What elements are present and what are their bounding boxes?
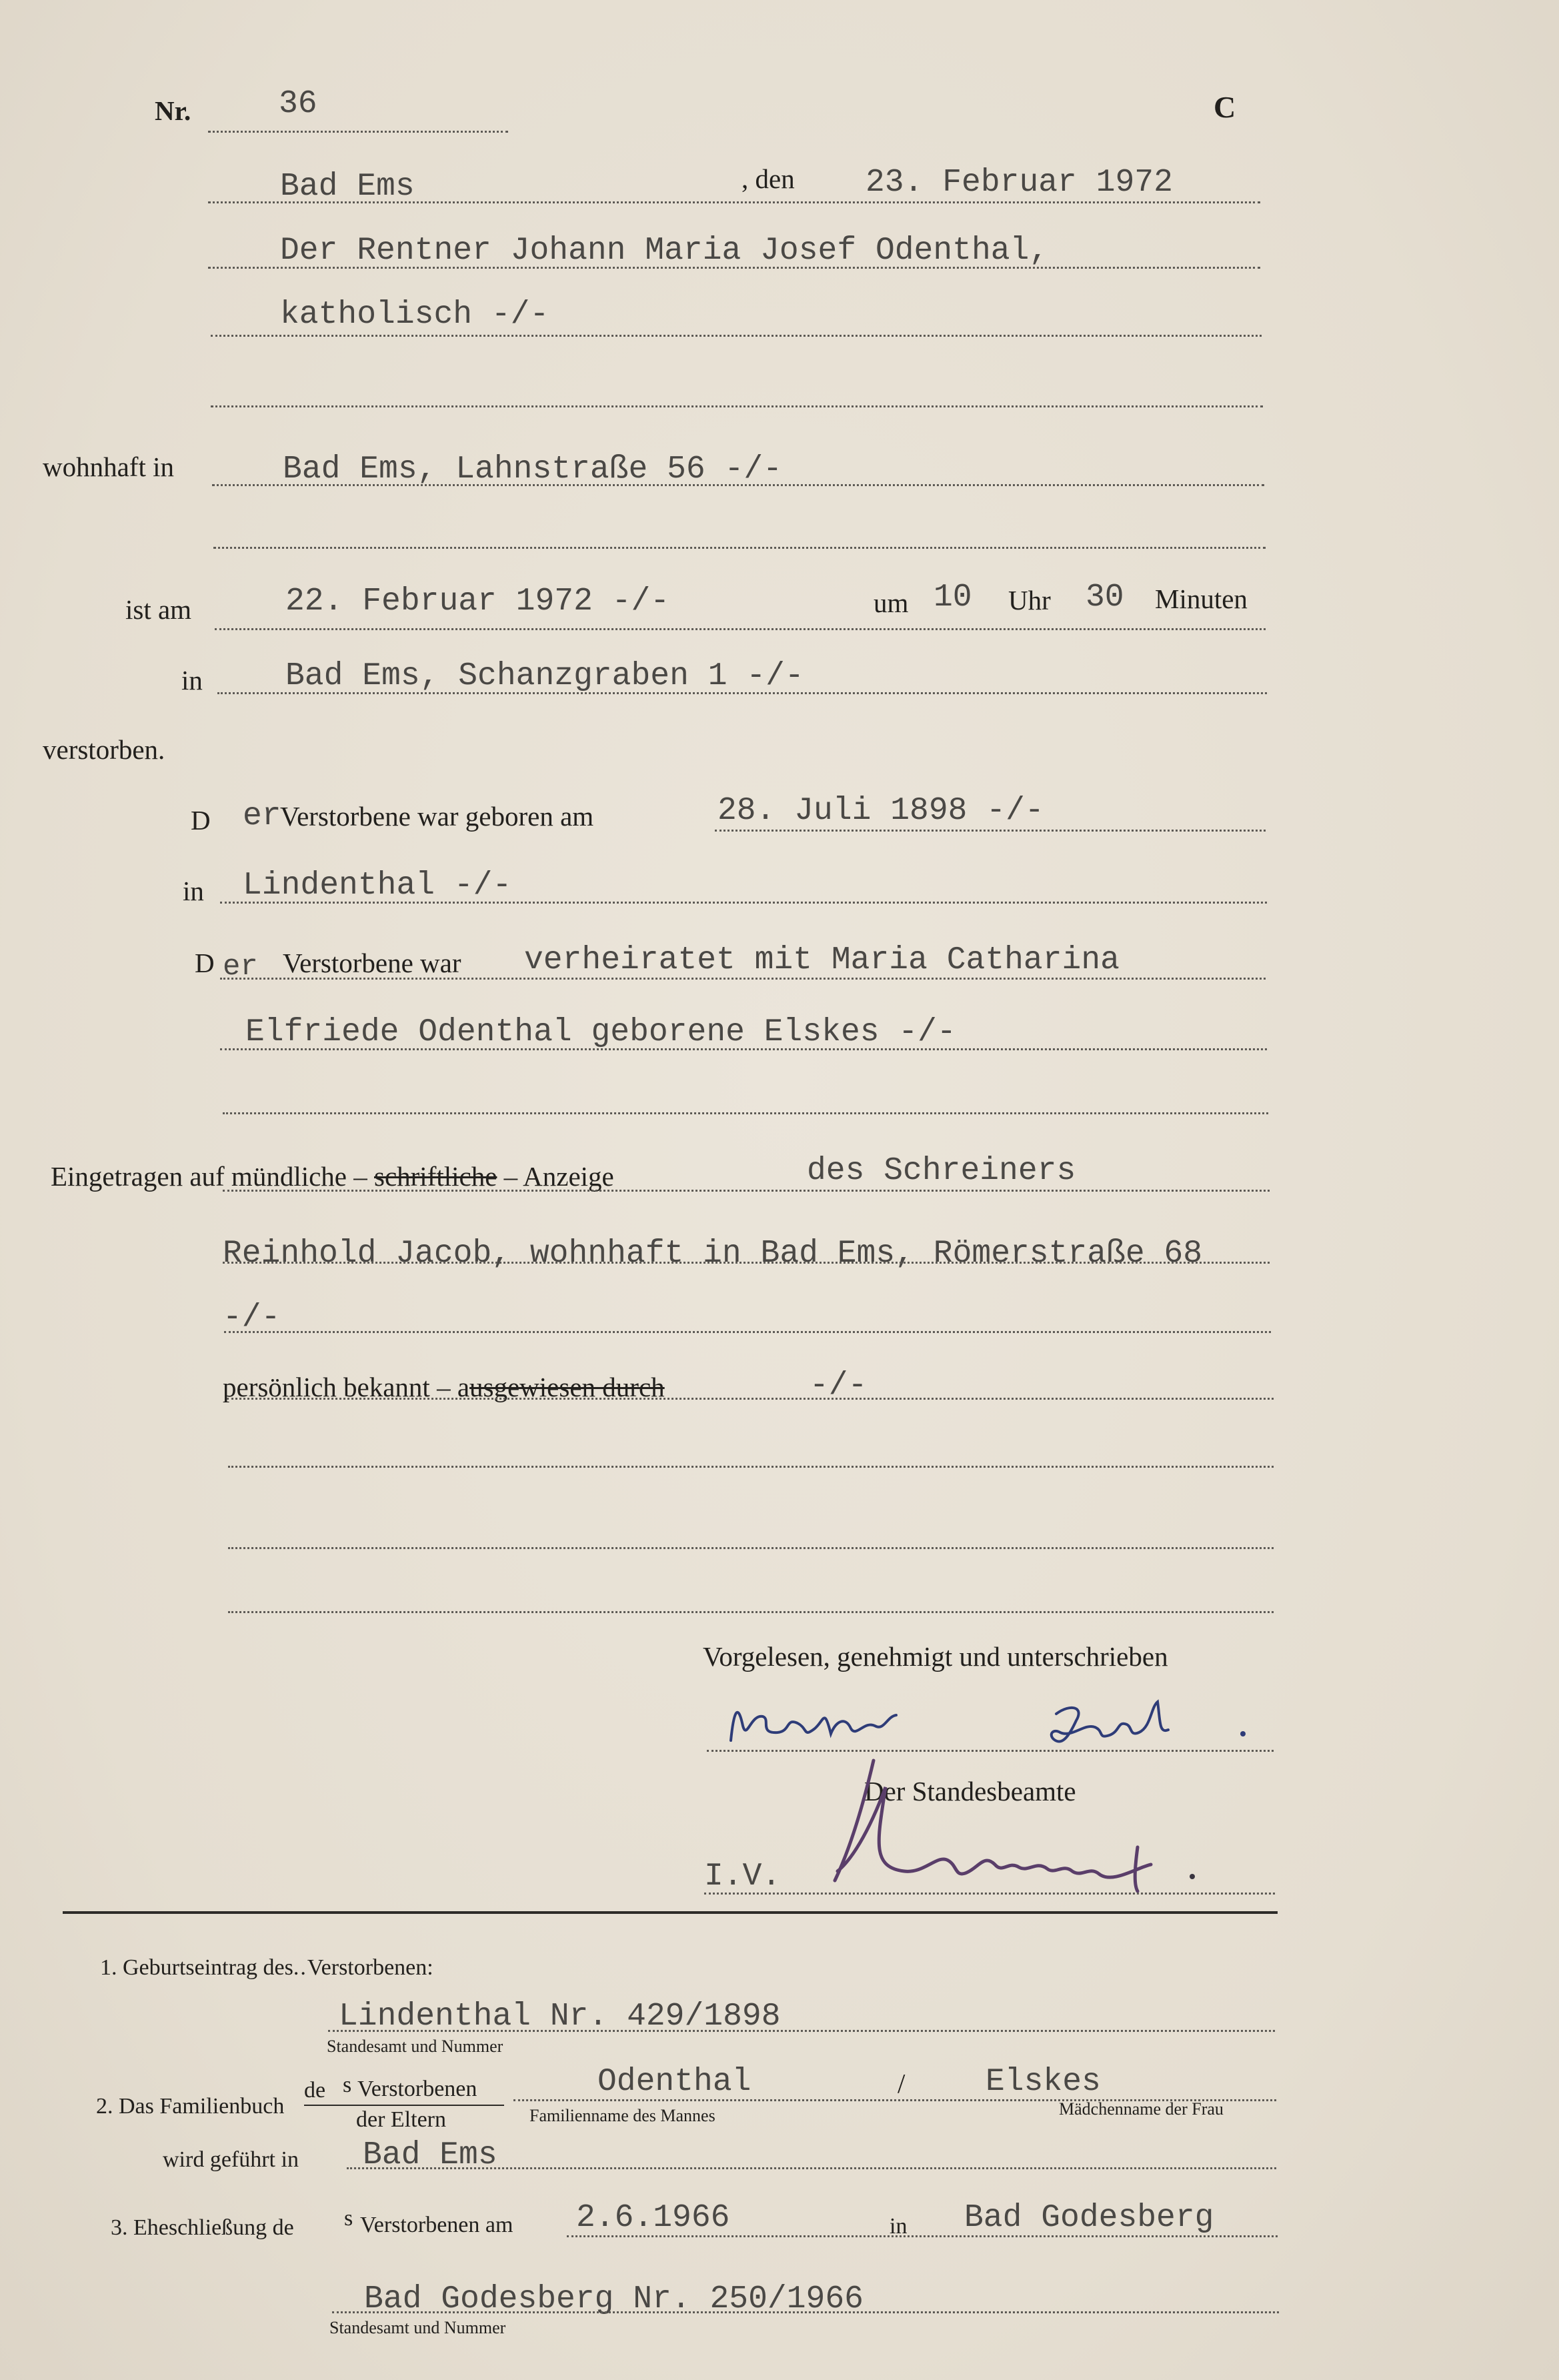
footer-item-3-in: in	[890, 2214, 908, 2239]
minuten-label: Minuten	[1155, 583, 1248, 614]
footer-item-1-s: s	[284, 1955, 293, 1980]
den-label: , den	[741, 163, 795, 194]
footer-item-2-slash: /	[898, 2068, 906, 2099]
personal-rule	[227, 1398, 1274, 1400]
registration-prefix: Eingetragen auf mündliche –	[51, 1161, 367, 1192]
personal-prefix: persönlich bekannt – a	[223, 1372, 470, 1402]
marital-rule-3	[223, 1112, 1268, 1114]
place-of-registration: Bad Ems	[280, 169, 415, 205]
iv-label: I.V.	[704, 1859, 782, 1895]
footer-item-2-husband: Odenthal	[597, 2064, 751, 2100]
registration-line-1: des Schreiners	[807, 1153, 1076, 1189]
footer-item-1-value: Lindenthal Nr. 429/1898	[339, 1999, 781, 2035]
footer-item-2-s: s	[343, 2073, 352, 2097]
verstorben-label: verstorben.	[43, 734, 165, 765]
birth-d-label: D	[191, 805, 211, 836]
birth-in-label: in	[183, 876, 204, 906]
registration-rule-1	[223, 1190, 1270, 1192]
death-minutes: 30	[1086, 579, 1124, 616]
residence-rule	[212, 484, 1264, 486]
footer-item-2-kept-value: Bad Ems	[363, 2137, 497, 2173]
birth-place-rule	[220, 902, 1267, 904]
registration-struck: schriftliche	[374, 1161, 497, 1192]
registration-line-3: -/-	[223, 1300, 281, 1336]
read-approved-label: Vorgelesen, genehmigt und unterschrieben	[703, 1641, 1168, 1672]
footer-item-1-prefix: 1. Geburtseintrag de	[100, 1955, 285, 1980]
personal-label	[223, 1374, 665, 1401]
residence-value: Bad Ems, Lahnstraße 56 -/-	[283, 451, 782, 487]
footer-item-2-de: de	[304, 2078, 326, 2103]
registration-rule-2	[223, 1262, 1270, 1264]
footer-item-2-fraction-bar	[304, 2105, 504, 2106]
death-in-label: in	[181, 665, 203, 696]
declarant-signature	[724, 1694, 1278, 1754]
footer-item-2-kept-rule	[347, 2167, 1276, 2169]
birth-place: Lindenthal -/-	[243, 868, 512, 904]
declarant-line-1-rule	[208, 267, 1260, 269]
death-place-rule	[217, 692, 1267, 694]
footer-item-3-value: Bad Godesberg Nr. 250/1966	[364, 2281, 864, 2317]
footer-item-3-s: s	[344, 2206, 353, 2231]
footer-item-3-label: 3. Eheschließung de	[111, 2215, 294, 2240]
blank-rule-1	[228, 1466, 1274, 1468]
death-date-rule	[215, 628, 1266, 630]
marital-line-1: verheiratet mit Maria Catharina	[524, 942, 1120, 978]
birth-date-rule	[715, 830, 1266, 832]
death-hour: 10	[934, 579, 972, 616]
footer-item-2-eltern: der Eltern	[356, 2107, 446, 2132]
nr-line	[208, 131, 508, 133]
registration-date: 23. Februar 1972	[866, 165, 1173, 201]
footer-item-2-verstorbenen: Verstorbenen	[357, 2077, 477, 2101]
registration-rule-3	[224, 1331, 1271, 1333]
declarant-line-3-rule	[211, 405, 1263, 407]
death-date: 22. Februar 1972 -/-	[285, 583, 670, 620]
birth-er-typed: er	[243, 798, 281, 834]
registration-suffix: – Anzeige	[503, 1161, 614, 1192]
footer-item-2-maiden-caption: Mädchenname der Frau	[1059, 2099, 1224, 2119]
footer-item-3-suffix: Verstorbenen am	[360, 2213, 513, 2237]
ist-am-label: ist am	[125, 594, 192, 625]
footer-item-1-suffix: Verstorbenen:	[307, 1955, 433, 1980]
registration-line-2: Reinhold Jacob, wohnhaft in Bad Ems, Römerstraße 68	[223, 1236, 1203, 1272]
residence-label: wohnhaft in	[43, 451, 174, 482]
footer-item-1-label: 1. Geburtseintrag des..Verstorbenen:	[100, 1955, 433, 1980]
declarant-line-2: katholisch -/-	[280, 297, 549, 333]
death-place: Bad Ems, Schanzgraben 1 -/-	[285, 658, 804, 694]
um-label: um	[874, 587, 909, 618]
footer-item-3-value-rule	[332, 2311, 1279, 2313]
marital-rule-1	[220, 978, 1266, 980]
blank-rule-3	[228, 1611, 1274, 1613]
footer-item-2-maiden: Elskes	[986, 2064, 1101, 2100]
declarant-line-1: Der Rentner Johann Maria Josef Odenthal,	[280, 233, 1049, 269]
marital-label: Verstorbene war	[283, 948, 461, 978]
footer-item-1-caption: Standesamt und Nummer	[327, 2037, 503, 2056]
date-line	[208, 201, 1260, 203]
marital-line-2: Elfriede Odenthal geborene Elskes -/-	[245, 1014, 956, 1050]
official-signature	[824, 1747, 1211, 1907]
footer-item-2-kept-label: wird geführt in	[163, 2147, 299, 2172]
footer-item-3-place: Bad Godesberg	[964, 2200, 1214, 2236]
residence-rule-2	[213, 547, 1266, 549]
birth-date: 28. Juli 1898 -/-	[717, 793, 1044, 829]
personal-struck: usgewiesen durch	[469, 1372, 665, 1402]
footer-item-2-label: 2. Das Familienbuch	[96, 2094, 285, 2119]
nr-label: Nr.	[155, 95, 191, 126]
born-label: Verstorbene war geboren am	[280, 801, 594, 832]
footer-item-2-husband-caption: Familienname des Mannes	[529, 2106, 715, 2125]
marital-er-typed: er	[223, 950, 258, 984]
official-label: Der Standesbeamte	[864, 1776, 1076, 1807]
official-rule	[704, 1893, 1275, 1895]
registration-label	[51, 1163, 614, 1190]
personal-value: -/-	[810, 1368, 868, 1404]
footer-item-3-caption: Standesamt und Nummer	[329, 2318, 506, 2337]
marital-rule-2	[220, 1048, 1267, 1050]
blank-rule-2	[228, 1547, 1274, 1549]
series-letter: C	[1214, 90, 1236, 124]
uhr-label: Uhr	[1008, 585, 1051, 616]
declarant-line-2-rule	[211, 335, 1262, 337]
entry-number: 36	[279, 86, 317, 122]
footer-divider	[63, 1911, 1278, 1914]
footer-item-3-date: 2.6.1966	[576, 2200, 730, 2236]
marital-d-label: D	[195, 948, 215, 978]
footer-item-1-rule	[328, 2030, 1275, 2032]
footer-item-3-rule	[567, 2235, 1278, 2237]
